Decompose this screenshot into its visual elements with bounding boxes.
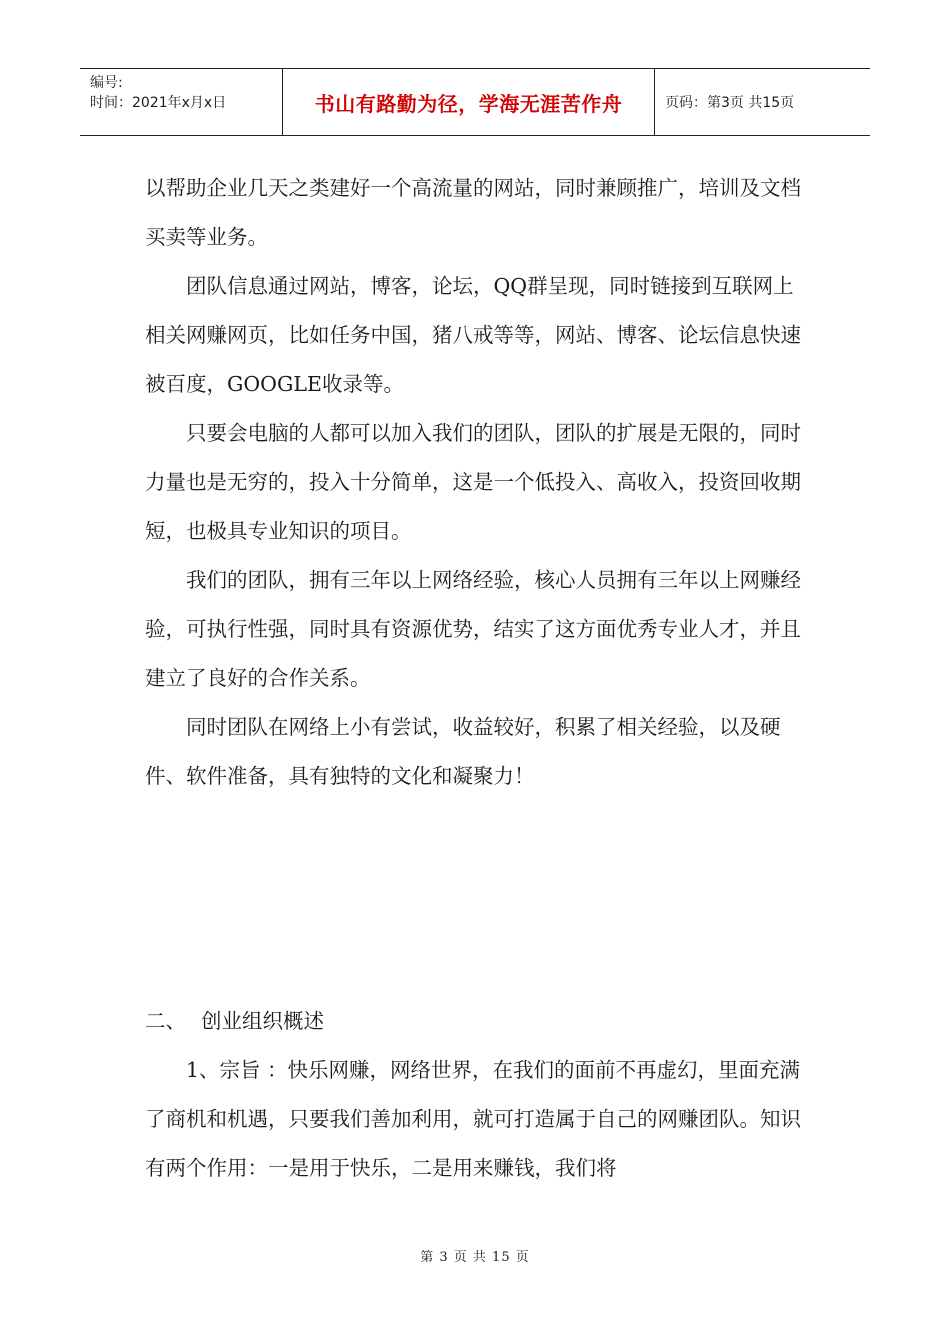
document-number-label: 编号:: [90, 75, 123, 91]
page-footer: [0, 1246, 950, 1265]
paragraph-purpose: 1、宗旨 ：快乐网赚，网络世界，在我们的面前不再虚幻，里面充满了商机和机遇，只要我们善加利用，就可打造属于自己的网赚团队。知识有两个作用：一是用于快乐，二是用来赚钱，我们将: [145, 1058, 801, 1180]
blank-space: [145, 801, 810, 997]
header-motto: [282, 69, 655, 135]
header-meta: [80, 69, 282, 135]
motto-text: 书山有路勤为径，学海无涯苦作舟: [314, 91, 623, 116]
page-header: [80, 68, 870, 136]
section-title: 创业组织概述: [201, 1009, 324, 1033]
header-page-info: [655, 69, 870, 135]
document-date-label: 时间：2021年x月x日: [90, 95, 227, 111]
paragraph-join-team: 只要会电脑的人都可以加入我们的团队，团队的扩展是无限的，同时力量也是无穷的，投入十分简单，这是一个低投入、高收入，投资回收期短，也极具专业知识的项目。: [145, 421, 801, 543]
paragraph-continuation: 以帮助企业几天之类建好一个高流量的网站，同时兼顾推广，培训及文档买卖等业务。: [145, 176, 801, 249]
section-number: 二、: [145, 1009, 186, 1033]
footer-page-number: 第 3 页 共 15 页: [420, 1250, 530, 1265]
paragraph-team-experience: 我们的团队，拥有三年以上网络经验，核心人员拥有三年以上网赚经验，可执行性强，同时具有资源优势，结实了这方面优秀专业人才，并且建立了良好的合作关系。: [145, 568, 801, 690]
page-info-text: 页码：第3页 共15页: [665, 95, 795, 111]
section-heading: [145, 997, 810, 1046]
paragraph-team-culture: 同时团队在网络上小有尝试，收益较好，积累了相关经验，以及硬件、软件准备，具有独特的文化和凝聚力！: [145, 715, 781, 788]
document-body: [145, 164, 810, 1193]
paragraph-team-info: 团队信息通过网站，博客，论坛，QQ群呈现，同时链接到互联网上相关网赚网页，比如任务中国，猪八戒等等，网站、博客、论坛信息快速被百度，GOOGLE收录等。: [145, 274, 801, 396]
